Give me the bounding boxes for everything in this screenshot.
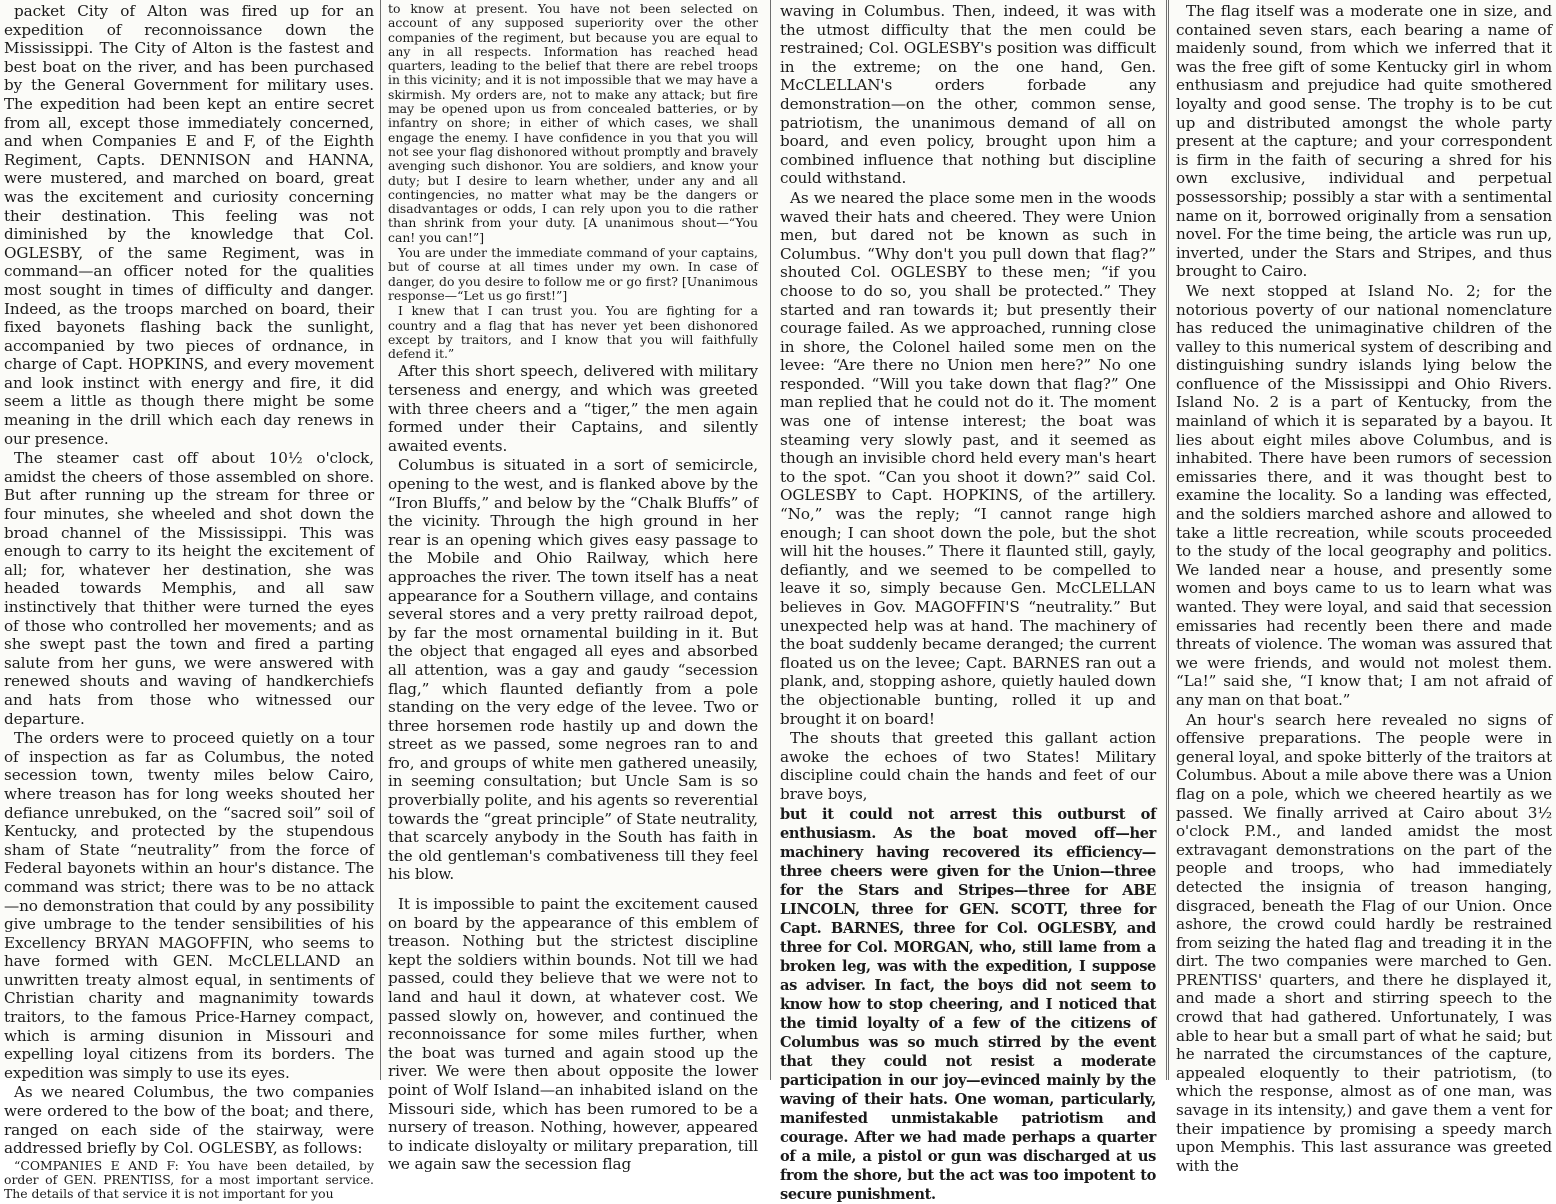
article-paragraph: waving in Columbus. Then, indeed, it was with the utmost difficulty that the men could be restrained; Col. OGLESBY's position was difficult in the extreme; on the one hand, Gen. McCLELLAN's orders forbade any demonstration—on the other, common sense, patriotism, the unanimous demand of all on board, and even policy, brought upon him a combined influence that nothing but discipline could withstand. — [780, 2, 1156, 188]
paragraph-spacer — [388, 885, 758, 895]
article-paragraph: packet City of Alton was fired up for an expedition of reconnoissance down the Mississippi. The City of Alton is the fastest and best boat on the river, and has been purchased by the General Government for military uses. The expedition had been kept an entire secret from all, except those immediately concerned, and when Companies E and F, of the Eighth Regiment, Capts. DENNISON and HANNA, were mustered, and marched on board, great was the excitement and curiosity concerning their destination. This feeling was not diminished by the knowledge that Col. OGLESBY, of the same Regiment, was in command—an officer noted for the qualities most sought in times of difficulty and danger. Indeed, as the troops marched on board, their fixed bayonets flashing back the sunlight, accompanied by two pieces of ordnance, in charge of Capt. HOPKINS, and every movement and look instinct with energy and fire, it did seem a little as though there might be some meaning in the drill which each day renews in our presence. — [4, 2, 374, 448]
column-rule — [1168, 0, 1169, 1080]
article-paragraph: The steamer cast off about 10½ o'clock, amidst the cheers of those assembled on shore. But after running up the stream for three or four minutes, she wheeled and shot down the broad channel of the Mississippi. This was enough to carry to its height the excitement of all; for, whatever her destination, she was headed towards Memphis, and all saw instinctively that thither were turned the eyes of those who controlled her movements; and as she swept past the town and fired a parting salute from her guns, we were answered with renewed shouts and waving of handkerchiefs and hats from those who witnessed our departure. — [4, 449, 374, 728]
column-rule — [770, 0, 771, 1080]
article-paragraph: The flag itself was a moderate one in size, and contained seven stars, each bearing a name of maidenly sound, from which we inferred that it was the free gift of some Kentucky girl in whom enthusiasm and prejudice had quite smothered loyalty and good sense. The trophy is to be cut up and distributed amongst the whole party present at the capture; and your correspondent is firm in the faith of securing a shred for his own exclusive, individual and perpetual possessorship; possibly a star with a sentimental name on it, borrowed originally from a sensation novel. For the time being, the article was run up, inverted, under the Stars and Stripes, and thus brought to Cairo. — [1176, 2, 1552, 281]
column-2 — [384, 0, 762, 1174]
article-paragraph: The orders were to proceed quietly on a tour of inspection as far as Columbus, the noted secession town, twenty miles below Cairo, where treason has for long weeks shouted her defiance unrebuked, on the “sacred soil” soil of Kentucky, and protected by the stupendous sham of State “neutrality” from the force of Federal bayonets within an hour's distance. The command was strict; there was to be no attack—no demonstration that could by any possibility give umbrage to the tender sensibilities of his Excellency BRYAN MAGOFFIN, who seems to have formed with GEN. McCLELLAND an unwritten treaty almost equal, in sentiments of Christian charity and magnanimity towards traitors, to the famous Price-Harney compact, which is arming disunion in Missouri and expelling loyal citizens from its borders. The expedition was simply to use its eyes. — [4, 729, 374, 1082]
article-paragraph: An hour's search here revealed no signs of offensive preparations. The people were in general loyal, and spoke bitterly of the traitors at Columbus. About a mile above there was a Union flag on a pole, which we cheered heartily as we passed. We finally arrived at Cairo about 3½ o'clock P.M., and landed amidst the most extravagant demonstrations on the part of the people and troops, who had immediately detected the insignia of treason hanging, disgraced, beneath the Flag of our Union. Once ashore, the crowd could hardly be restrained from seizing the hated flag and treading it in the dirt. The two companies were marched to Gen. PRENTISS' quarters, and there he displayed it, and made a short and stirring speech to the crowd that had gathered. Unfortunately, I was able to hear but a small part of what he said; but he narrated the circumstances of the capture, appealed eloquently to their patriotism, (to which the response, almost as of one man, was savage in its intensity,) and gave them a vent for their impatience by promising a speedy march upon Memphis. This last assurance was greeted with the — [1176, 710, 1552, 1175]
article-paragraph: Columbus is situated in a sort of semicircle, opening to the west, and is flanked above by the “Iron Bluffs,” and below by the “Chalk Bluffs” of the vicinity. Through the high ground in her rear is an opening which gives easy passage to the Mobile and Ohio Railway, which here approaches the river. The town itself has a neat appearance for a Southern village, and contains several stores and a very pretty railroad depot, by far the most ornamental building in it. But the object that engaged all eyes and absorbed all attention, was a gay and gaudy “secession flag,” which flaunted defiantly from a pole standing on the very edge of the levee. Two or three horsemen rode hastily up and down the street as we passed, some negroes ran to and fro, and groups of white men gathered uneasily, in seeming consultation; but Uncle Sam is so proverbially polite, and his agents so reverential towards the “great principle” of State neutrality, that scarcely anybody in the South has faith in the old gentleman's combativeness till they feel his blow. — [388, 456, 758, 884]
article-paragraph: but it could not arrest this outburst of enthusiasm. As the boat moved off—her machinery having recovered its efficiency—three cheers were given for the Union—three for the Stars and Stripes—three for ABE LINCOLN, three for GEN. SCOTT, three for Capt. BARNES, three for Col. OGLESBY, and three for Col. MORGAN, who, still lame from a broken leg, was with the expedition, I suppose as adviser. In fact, the boys did not seem to know how to stop cheering, and I noticed that the timid loyalty of a few of the citizens of Columbus was so much stirred by the event that they could not resist a moderate participation in our joy—evinced mainly by the waving of their hats. One woman, particularly, manifested unmistakable patriotism and courage. After we had made perhaps a quarter of a mile, a pistol or gun was discharged at us from the shore, but the act was too impotent to secure punishment. — [780, 805, 1156, 1203]
column-rule — [1166, 0, 1167, 1080]
column-4 — [1172, 0, 1556, 1175]
column-3 — [776, 0, 1160, 1203]
article-paragraph: You are under the immediate command of your captains, but of course at all times under my own. In case of danger, do you desire to follow me or go first? [Unanimous response—“Let us go first!”] — [388, 245, 758, 303]
column-1 — [0, 0, 378, 1202]
article-paragraph: I knew that I can trust you. You are fighting for a country and a flag that has never yet been dishonored except by traitors, and I know that you will faithfully defend it.” — [388, 303, 758, 362]
article-paragraph: As we neared the place some men in the woods waved their hats and cheered. They were Union men, but dared not be known as such in Columbus. “Why don't you pull down that flag?” shouted Col. OGLESBY to these men; “if you choose to do so, you shall be protected.” They started and ran towards it; but presently their courage failed. As we approached, running close in shore, the Colonel hailed some men on the levee: “Are there no Union men here?” No one responded. “Will you take down that flag?” One man replied that he could not do it. The moment was one of intense interest; the boat was steaming very slowly past, and it seemed as though an invisible chord held every man's heart to the spot. “Can you shoot it down?” said Col. OGLESBY to Capt. HOPKINS, of the artillery. “No,” was the reply; “I cannot range high enough; I can shoot down the pole, but the shot will hit the houses.” There it flaunted still, gayly, defiantly, and we seemed to be compelled to leave it so, simply because Gen. McCLELLAN believes in Gov. MAGOFFIN'S “neutrality.” But unexpected help was at hand. The machinery of the boat suddenly became deranged; the current floated us on the levee; Capt. BARNES ran out a plank, and, stopping ashore, quietly hauled down the objectionable bunting, rolled it up and brought it on board! — [780, 188, 1156, 728]
article-paragraph: to know at present. You have not been selected on account of any supposed superiority over the other companies of the regiment, but because you are equal to any in all respects. Information has reached head quarters, leading to the belief that there are rebel troops in this vicinity; and it is not impossible that we may have a skirmish. My orders are, not to make any attack; but fire may be opened upon us from concealed batteries, or by infantry on shore; in either of which cases, we shall engage the enemy. I have confidence in you that you will not see your flag dishonored without promptly and bravely avenging such dishonor. You are soldiers, and know your duty; but I desire to learn whether, under any and all contingencies, no matter what may be the dangers or disadvantages or odds, I can rely upon you to die rather than shrink from your duty. [A unanimous shout—“You can! you can!”] — [388, 1, 758, 245]
article-paragraph: After this short speech, delivered with military terseness and energy, and which was greeted with three cheers and a “tiger,” the men again formed under their Captains, and silently awaited events. — [388, 362, 758, 455]
article-paragraph: The shouts that greeted this gallant action awoke the echoes of two States! Military discipline could chain the hands and feet of our brave boys, — [780, 729, 1156, 803]
article-paragraph: As we neared Columbus, the two companies were ordered to the bow of the boat; and there, ranged on each side of the stairway, were addressed briefly by Col. OGLESBY, as follows: — [4, 1083, 374, 1158]
article-paragraph: It is impossible to paint the excitement caused on board by the appearance of this emblem of treason. Nothing but the strictest discipline kept the soldiers within bounds. Not till we had passed, could they believe that we were not to land and haul it down, at whatever cost. We passed slowly on, however, and continued the reconnoissance for some miles further, when the boat was turned and again stood up the river. We were then about opposite the lower point of Wolf Island—an inhabited island on the Missouri side, which has been rumored to be a nursery of treason. Nothing, however, appeared to indicate disloyalty or military preparation, till we again saw the secession flag — [388, 895, 758, 1174]
column-rule — [380, 0, 381, 1080]
article-paragraph: We next stopped at Island No. 2; for the notorious poverty of our national nomenclature has reduced the unimaginative children of the valley to this numerical system of describing and distinguishing sundry islands lying below the confluence of the Mississippi and Ohio Rivers. Island No. 2 is a part of Kentucky, from the mainland of which it is separated by a bayou. It lies about eight miles above Columbus, and is inhabited. There have been rumors of secession emissaries there, and it was thought best to examine the locality. So a landing was effected, and the soldiers marched ashore and allowed to take a little recreation, while scouts proceeded to the study of the local geography and politics. We landed near a house, and presently some women and boys came to us to learn what was wanted. They were loyal, and said that secession emissaries had recently been there and made threats of violence. The woman was assured that we were friends, and would not molest them. “La!” said she, “I know that; I am not afraid of any man on that boat.” — [1176, 281, 1552, 709]
article-paragraph: “COMPANIES E AND F: You have been detailed, by order of GEN. PRENTISS, for a most important service. The details of that service it is not important for you — [4, 1157, 374, 1202]
